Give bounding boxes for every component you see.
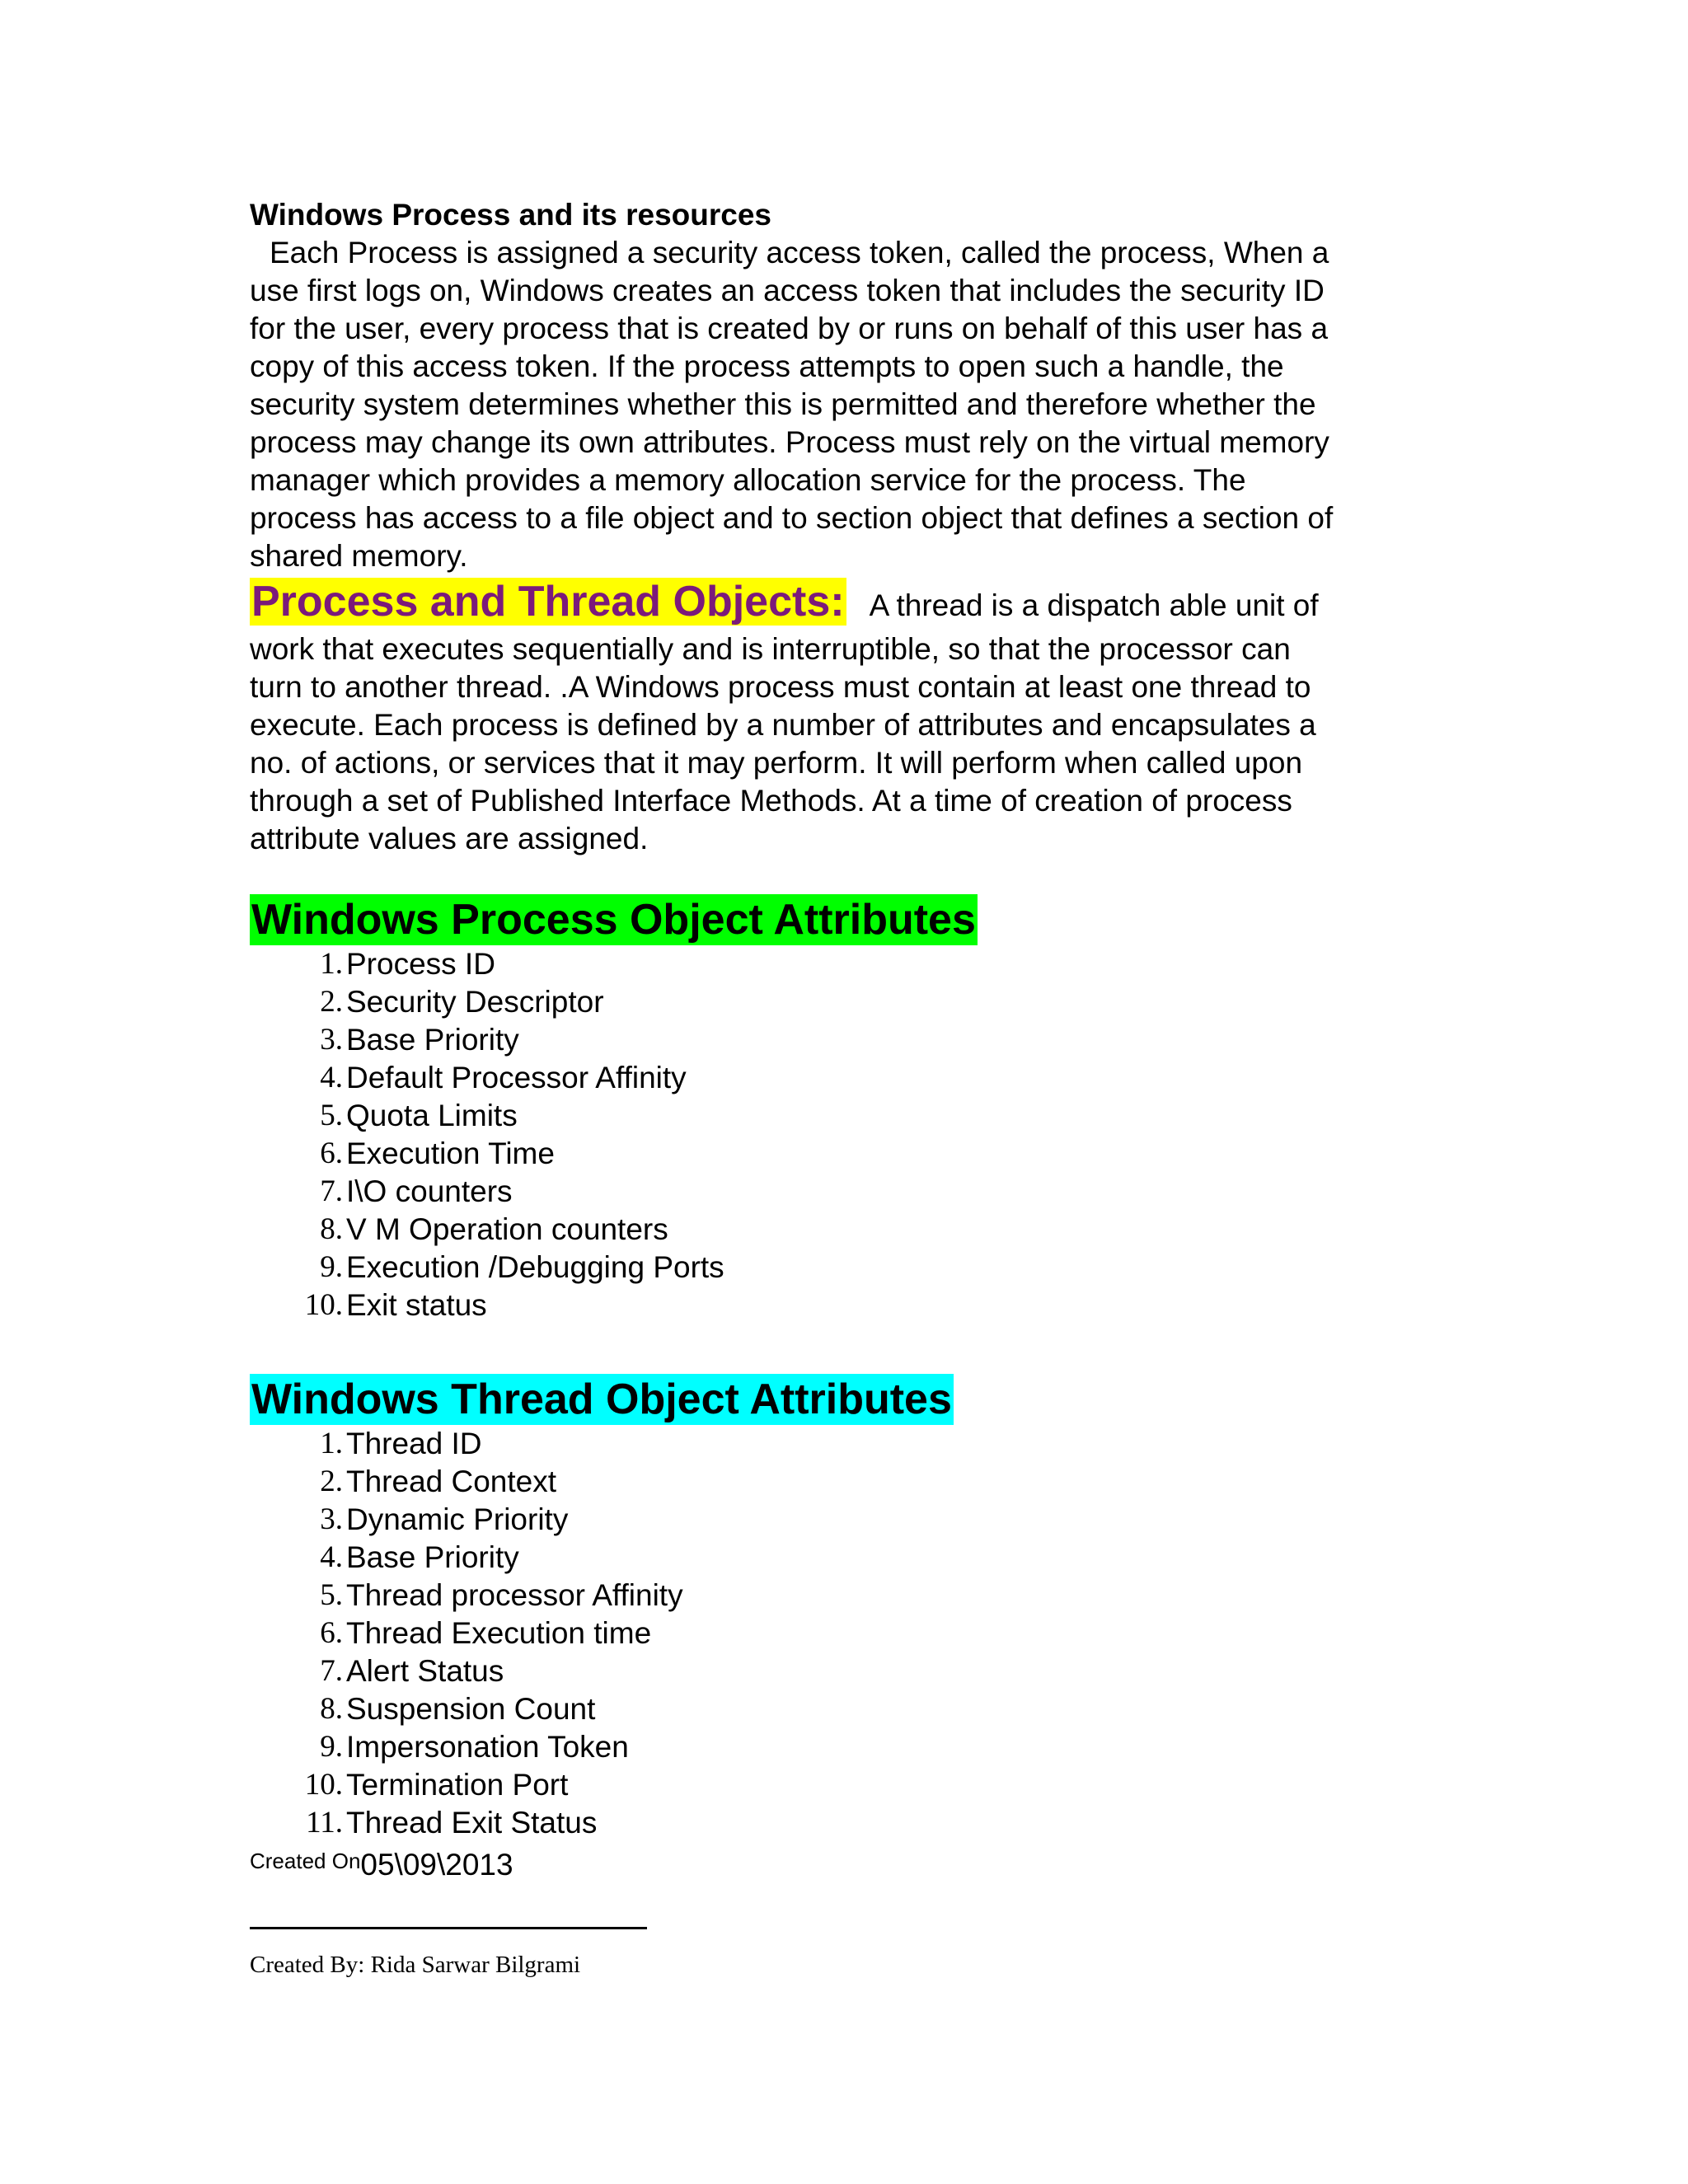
process-attributes-heading: Windows Process Object Attributes	[251, 896, 976, 944]
list-number: 6.	[320, 1616, 343, 1650]
list-number: 4.	[320, 1540, 343, 1574]
list-number: 5.	[320, 1099, 343, 1132]
list-item	[250, 1173, 1441, 1211]
list-number: 8.	[320, 1212, 343, 1246]
thread-attributes-list	[250, 1425, 1441, 1842]
list-text: Exit status	[346, 1288, 487, 1322]
list-item	[250, 1690, 1441, 1728]
list-item	[250, 983, 1441, 1021]
list-item	[250, 945, 1441, 983]
list-item	[250, 1097, 1441, 1135]
list-text: Dynamic Priority	[346, 1502, 569, 1536]
created-on-date: 05\09\2013	[360, 1848, 513, 1882]
list-text: Thread Exit Status	[346, 1806, 598, 1840]
footnote-author: Created By: Rida Sarwar Bilgrami	[250, 1952, 581, 1978]
intro-line: manager which provides a memory allocation service for the process. The	[250, 463, 1246, 497]
list-text: Security Descriptor	[346, 985, 604, 1019]
list-item	[250, 1059, 1441, 1097]
document-title: Windows Process and its resources	[250, 198, 771, 232]
list-number: 2.	[320, 1465, 343, 1498]
list-text: Quota Limits	[346, 1099, 518, 1132]
list-text: Process ID	[346, 947, 495, 981]
list-text: Execution Time	[346, 1137, 555, 1170]
intro-line: process has access to a file object and to section object that defines a section of	[250, 501, 1334, 535]
footnote-separator	[250, 1927, 647, 1929]
list-item	[250, 1463, 1441, 1501]
list-number: 10.	[304, 1768, 343, 1802]
list-item	[250, 1501, 1441, 1539]
section-first-line-text: A thread is a dispatch able unit of	[869, 588, 1319, 622]
list-number: 8.	[320, 1692, 343, 1726]
intro-line: Each Process is assigned a security access token, called the process, When a	[270, 236, 1329, 269]
list-text: Default Processor Affinity	[346, 1061, 687, 1094]
list-number: 7.	[320, 1654, 343, 1688]
list-item	[250, 1425, 1441, 1463]
process-attributes-section	[250, 894, 1441, 1324]
document-body	[250, 196, 1441, 1915]
list-item	[250, 1135, 1441, 1173]
list-text: Base Priority	[346, 1023, 519, 1057]
list-number: 2.	[320, 985, 343, 1019]
list-number: 5.	[320, 1578, 343, 1612]
list-text: V M Operation counters	[346, 1212, 668, 1246]
list-text: Thread processor Affinity	[346, 1578, 683, 1612]
intro-line: shared memory.	[250, 539, 468, 573]
section-line: turn to another thread. .A Windows process must contain at least one thread to	[250, 670, 1311, 704]
list-number: 1.	[320, 947, 343, 981]
list-item	[250, 1652, 1441, 1690]
list-item	[250, 1021, 1441, 1059]
created-on-label: Created On	[250, 1849, 361, 1873]
list-number: 6.	[320, 1137, 343, 1170]
list-number: 7.	[320, 1174, 343, 1208]
list-item	[250, 1539, 1441, 1577]
list-number: 10.	[304, 1288, 343, 1322]
list-text: Termination Port	[346, 1768, 569, 1802]
list-text: Thread Execution time	[346, 1616, 652, 1650]
intro-line: process may change its own attributes. Process must rely on the virtual memory	[250, 425, 1329, 459]
section-line: execute. Each process is defined by a number of attributes and encapsulates a	[250, 708, 1316, 742]
intro-line: for the user, every process that is created by or runs on behalf of this user has a	[250, 312, 1329, 345]
list-item	[250, 1249, 1441, 1286]
list-text: Execution /Debugging Ports	[346, 1250, 724, 1284]
list-item	[250, 1286, 1441, 1324]
section-line: no. of actions, or services that it may perform. It will perform when called upon	[250, 746, 1303, 780]
intro-line: use first logs on, Windows creates an access token that includes the security ID	[250, 274, 1325, 307]
list-text: Base Priority	[346, 1540, 519, 1574]
list-number: 9.	[320, 1730, 343, 1764]
list-text: Thread ID	[346, 1427, 482, 1460]
list-text: Thread Context	[346, 1465, 557, 1498]
section-first-line	[250, 577, 1441, 630]
list-text: Suspension Count	[346, 1692, 596, 1726]
list-item	[250, 1804, 1441, 1842]
list-text: Alert Status	[346, 1654, 504, 1688]
list-item	[250, 1728, 1441, 1766]
list-text: Impersonation Token	[346, 1730, 629, 1764]
list-number: 11.	[306, 1806, 343, 1840]
list-text: I\O counters	[346, 1174, 513, 1208]
list-number: 3.	[320, 1502, 343, 1536]
thread-attributes-section	[250, 1374, 1441, 1842]
list-item	[250, 1766, 1441, 1804]
list-item	[250, 1577, 1441, 1615]
list-number: 3.	[320, 1023, 343, 1057]
thread-attributes-heading: Windows Thread Object Attributes	[251, 1376, 952, 1423]
intro-line: copy of this access token. If the process attempts to open such a handle, the	[250, 349, 1284, 383]
list-number: 4.	[320, 1061, 343, 1094]
process-attributes-list	[250, 945, 1441, 1324]
created-on-line	[250, 1842, 1441, 1884]
list-number: 9.	[320, 1250, 343, 1284]
list-item	[250, 1615, 1441, 1652]
section-line: work that executes sequentially and is interruptible, so that the processor can	[250, 632, 1291, 666]
intro-line: security system determines whether this is permitted and therefore whether the	[250, 387, 1316, 421]
list-item	[250, 1211, 1441, 1249]
list-number: 1.	[320, 1427, 343, 1460]
section-line: through a set of Published Interface Methods. At a time of creation of process	[250, 784, 1292, 818]
process-thread-section	[250, 577, 1441, 858]
section-line: attribute values are assigned.	[250, 822, 649, 855]
intro-paragraph	[250, 234, 1441, 575]
process-thread-heading: Process and Thread Objects:	[251, 578, 845, 626]
